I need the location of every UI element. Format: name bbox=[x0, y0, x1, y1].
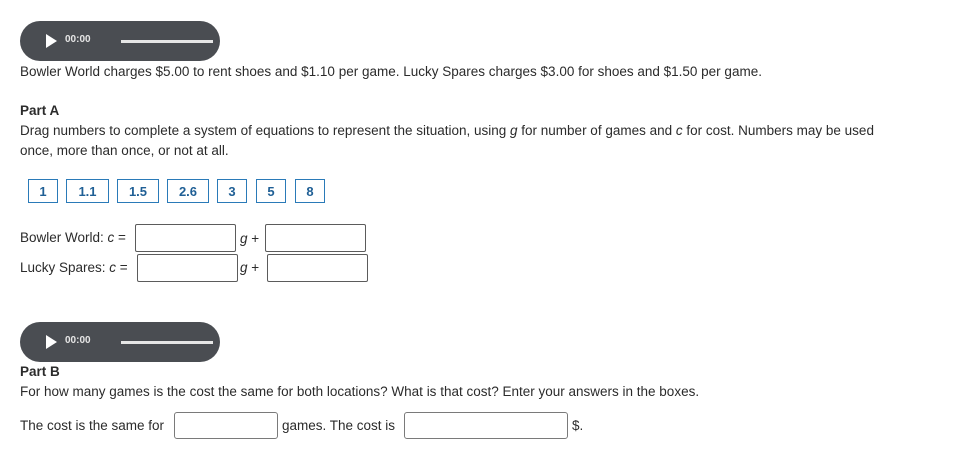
part-b-heading: Part B bbox=[20, 364, 60, 379]
play-icon[interactable] bbox=[46, 34, 57, 48]
equation-label-text: Bowler World: bbox=[20, 230, 108, 245]
number-tile[interactable]: 1.5 bbox=[117, 179, 159, 203]
var-g: g bbox=[240, 231, 248, 246]
audio-time: 00:00 bbox=[65, 335, 91, 346]
number-tile[interactable]: 5 bbox=[256, 179, 286, 203]
plus-sign: + bbox=[247, 231, 260, 246]
play-icon[interactable] bbox=[46, 335, 57, 349]
answer-suffix: $. bbox=[572, 418, 584, 433]
var-c: c bbox=[109, 260, 117, 275]
answer-prefix: The cost is the same for bbox=[20, 418, 165, 433]
cost-input[interactable] bbox=[404, 412, 568, 439]
games-input[interactable] bbox=[174, 412, 278, 439]
var-g: g bbox=[240, 260, 248, 275]
instr-text: for number of games and bbox=[517, 123, 676, 138]
number-tile[interactable]: 8 bbox=[295, 179, 325, 203]
equals-sign: = bbox=[116, 260, 128, 275]
equation-label-text: Lucky Spares: bbox=[20, 260, 110, 275]
var-c: c bbox=[675, 123, 683, 138]
part-a-heading: Part A bbox=[20, 103, 60, 118]
number-tile[interactable]: 1 bbox=[28, 179, 58, 203]
drop-zone-lucky-intercept[interactable] bbox=[267, 254, 368, 282]
number-tile[interactable]: 2.6 bbox=[167, 179, 209, 203]
number-tile[interactable]: 3 bbox=[217, 179, 247, 203]
audio-progress-track[interactable] bbox=[121, 40, 213, 43]
intro-text: Bowler World charges $5.00 to rent shoes and $1.10 per game. Lucky Spares charges $3.00 for shoes and $1.50 per game. bbox=[20, 64, 762, 79]
equals-sign: = bbox=[114, 230, 126, 245]
instr-text: for cost. Numbers may be used bbox=[682, 123, 874, 138]
audio-progress-track[interactable] bbox=[121, 341, 213, 344]
audio-player[interactable] bbox=[20, 21, 220, 61]
instr-text: Drag numbers to complete a system of equations to represent the situation, using bbox=[20, 123, 511, 138]
g-plus-text bbox=[240, 258, 259, 278]
part-a-instructions-line1 bbox=[20, 121, 874, 141]
number-tile[interactable]: 1.1 bbox=[66, 179, 109, 203]
var-g: g bbox=[510, 123, 518, 138]
plus-sign: + bbox=[247, 260, 260, 275]
g-plus-text bbox=[240, 229, 259, 249]
audio-player[interactable] bbox=[20, 322, 220, 362]
drop-zone-bowler-intercept[interactable] bbox=[265, 224, 366, 252]
part-b-question: For how many games is the cost the same for both locations? What is that cost? Enter your answers in the boxes. bbox=[20, 384, 700, 399]
drop-zone-bowler-slope[interactable] bbox=[135, 224, 236, 252]
audio-time: 00:00 bbox=[65, 34, 91, 45]
drop-zone-lucky-slope[interactable] bbox=[137, 254, 238, 282]
answer-middle: games. The cost is bbox=[282, 418, 396, 433]
part-a-instructions-line2: once, more than once, or not at all. bbox=[20, 143, 229, 158]
var-c: c bbox=[107, 230, 115, 245]
equation-label-bowler-world bbox=[20, 228, 126, 248]
equation-label-lucky-spares bbox=[20, 258, 128, 278]
